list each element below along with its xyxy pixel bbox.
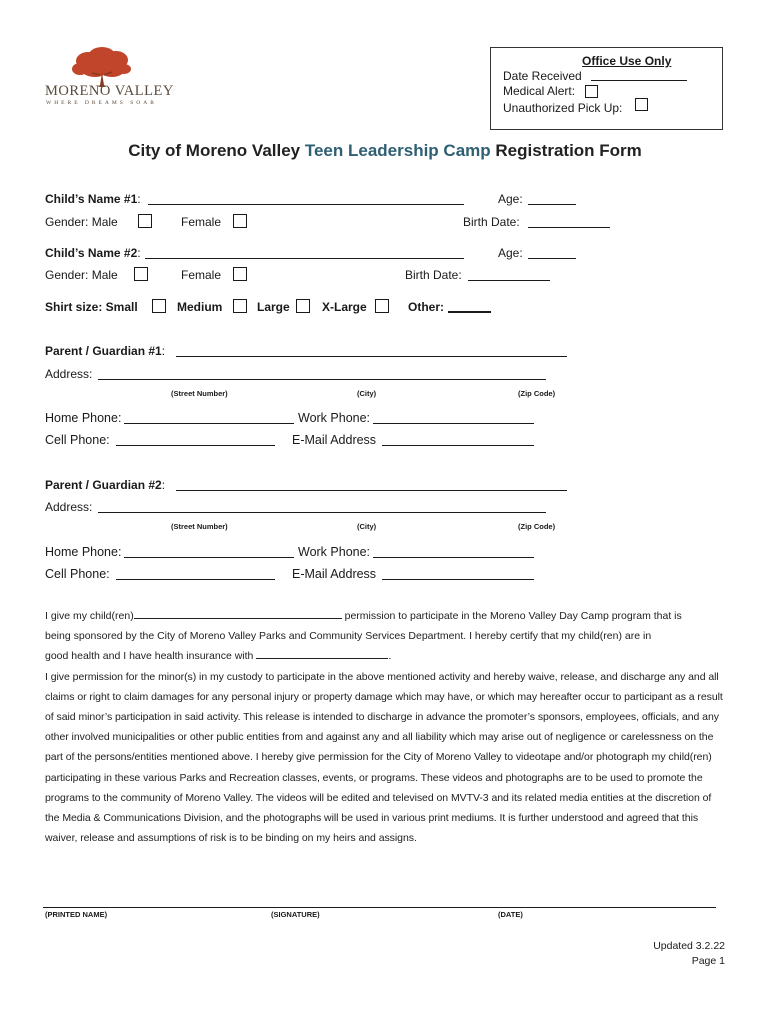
guardian2-city-caption: (City) (357, 522, 377, 531)
shirt-size-label: Shirt size: Small (45, 300, 138, 314)
guardian2-address-label: Address: (45, 500, 93, 514)
shirt-xlarge-label: X-Large (322, 300, 367, 314)
updated-date: Updated 3.2.22 (653, 940, 725, 952)
shirt-medium-checkbox[interactable] (233, 299, 247, 313)
guardian2-label: Parent / Guardian #2: (45, 478, 166, 492)
shirt-xlarge-checkbox[interactable] (375, 299, 389, 313)
waiver-line-2: being sponsored by the City of Moreno Valley Parks and Community Services Department. I hereby certify that my child(ren) are in (45, 630, 652, 643)
guardian1-city-caption: (City) (357, 389, 377, 398)
child2-birthdate-field[interactable] (468, 280, 550, 281)
guardian2-street-caption: (Street Number) (171, 522, 228, 531)
child2-female-checkbox[interactable] (233, 267, 247, 281)
moreno-valley-logo (40, 45, 174, 110)
waiver-body: I give permission for the minor(s) in my custody to participate in the above mentioned activity and hereby waive, release, and discharge any and all claims or right to claim damages for any personal injury or property damage which may have, or which may hereafter occur to participant as a result of said minor’s participation in said activity. This release is intended to discharge in advance the promoter’s sponsors, employees, officials, and any other involved municipalities or other public entities from and against any and all liability which may arise out of negligence or carelessness on the part of the persons/entities mentioned above. I hereby give permission for the City of Moreno Valley to videotape and/or photograph my child(ren) participating in these various Parks and Recreation classes, events, or programs. These videos and photographs are to be used to promote the programs to the community of Moreno Valley. The videos will be edited and televised on MVTV-3 and its related media entities at the discretion of the Media & Communications Division, and the photographs will be used in various print mediums. It is further understood and agreed that this waiver, release and assumptions of risk is to be binding on my heirs and assigns. (45, 670, 723, 845)
insurance-provider-field[interactable] (256, 647, 388, 659)
child-names-field[interactable] (134, 607, 342, 619)
child1-name-field[interactable] (148, 204, 464, 205)
guardian1-work-phone-label: Work Phone: (298, 411, 371, 425)
office-use-title: Office Use Only (582, 54, 672, 68)
waiver-line-1: I give my child(ren) permission to participate in the Moreno Valley Day Camp program that is (45, 606, 725, 626)
guardian1-email-label: E-Mail Address (292, 433, 377, 447)
child2-name-label: Child’s Name #2: (45, 246, 141, 260)
guardian1-email-field[interactable] (382, 445, 534, 446)
logo-name: MORENO VALLEY (45, 83, 174, 99)
shirt-medium-label: Medium (177, 300, 223, 314)
waiver-line-3: good health and I have health insurance with . (45, 646, 725, 666)
guardian1-label: Parent / Guardian #1: (45, 344, 166, 358)
form-title (0, 141, 770, 161)
guardian2-name-field[interactable] (176, 490, 567, 491)
shirt-small-checkbox[interactable] (152, 299, 166, 313)
child1-birthdate-label: Birth Date: (463, 215, 520, 229)
guardian1-address-field[interactable] (98, 379, 546, 380)
child2-male-checkbox[interactable] (134, 267, 148, 281)
child2-gender-label: Gender: Male (45, 268, 118, 282)
guardian1-street-caption: (Street Number) (171, 389, 228, 398)
date-caption: (DATE) (498, 910, 523, 919)
office-use-box (490, 47, 723, 130)
title-prefix: City of Moreno Valley (128, 141, 305, 160)
child2-birthdate-label: Birth Date: (405, 268, 462, 282)
child2-female-label: Female (181, 268, 222, 282)
guardian2-email-field[interactable] (382, 579, 534, 580)
logo-tagline: WHERE DREAMS SOAR (46, 100, 157, 106)
date-received-label: Date Received (503, 69, 582, 83)
shirt-other-field[interactable] (448, 311, 491, 313)
guardian1-cell-phone-field[interactable] (116, 445, 275, 446)
guardian2-work-phone-label: Work Phone: (298, 545, 371, 559)
signature-caption: (SIGNATURE) (271, 910, 320, 919)
shirt-large-label: Large (257, 300, 290, 314)
guardian2-address-field[interactable] (98, 512, 546, 513)
unauthorized-pickup-label: Unauthorized Pick Up: (503, 101, 623, 115)
child2-age-field[interactable] (528, 258, 576, 259)
guardian2-cell-phone-field[interactable] (116, 579, 275, 580)
guardian1-home-phone-field[interactable] (124, 423, 294, 424)
child1-age-label: Age: (498, 192, 523, 206)
title-accent: Teen Leadership Camp (304, 141, 491, 160)
guardian1-address-label: Address: (45, 367, 93, 381)
date-received-field[interactable] (591, 80, 687, 81)
child1-female-checkbox[interactable] (233, 214, 247, 228)
guardian2-cell-phone-label: Cell Phone: (45, 567, 110, 581)
guardian1-home-phone-label: Home Phone: (45, 411, 122, 425)
child1-age-field[interactable] (528, 204, 576, 205)
guardian1-name-field[interactable] (176, 356, 567, 357)
guardian1-work-phone-field[interactable] (373, 423, 534, 424)
guardian1-zip-caption: (Zip Code) (518, 389, 556, 398)
guardian2-home-phone-label: Home Phone: (45, 545, 122, 559)
medical-alert-checkbox[interactable] (585, 85, 598, 98)
guardian2-work-phone-field[interactable] (373, 557, 534, 558)
guardian2-email-label: E-Mail Address (292, 567, 377, 581)
child1-male-checkbox[interactable] (138, 214, 152, 228)
shirt-other-label: Other: (408, 300, 444, 314)
title-suffix: Registration Form (490, 141, 642, 160)
child1-name-label: Child’s Name #1: (45, 192, 141, 206)
child1-gender-label: Gender: Male (45, 215, 118, 229)
child2-age-label: Age: (498, 246, 523, 260)
waiver-paragraph (45, 606, 725, 848)
medical-alert-label: Medical Alert: (503, 84, 576, 98)
child1-female-label: Female (181, 215, 222, 229)
shirt-large-checkbox[interactable] (296, 299, 310, 313)
guardian1-cell-phone-label: Cell Phone: (45, 433, 110, 447)
guardian2-zip-caption: (Zip Code) (518, 522, 556, 531)
child2-name-field[interactable] (145, 258, 464, 259)
guardian2-home-phone-field[interactable] (124, 557, 294, 558)
unauthorized-pickup-checkbox[interactable] (635, 98, 648, 111)
child1-birthdate-field[interactable] (528, 227, 610, 228)
printed-name-caption: (PRINTED NAME) (45, 910, 108, 919)
signature-line[interactable] (43, 907, 716, 908)
page-number: Page 1 (691, 955, 725, 967)
